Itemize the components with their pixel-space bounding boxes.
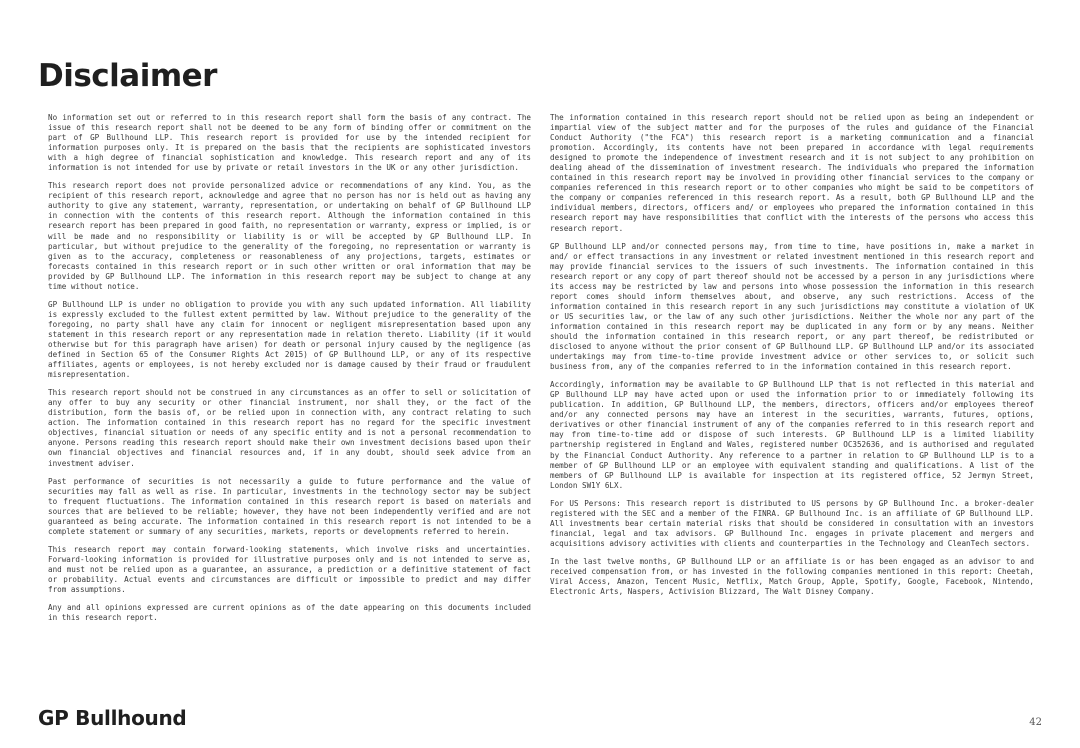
page-title: Disclaimer [38,58,217,94]
disclaimer-paragraph: In the last twelve months, GP Bullhound LLP or an affiliate is or has been engaged as an advisor to and received compensation from, or has invested in the following companies mentioned in this report: Cheetah, Viral Access, Amazon, Tencent Music, Netflix, Match Group, Apple, Spotify, Google, Facebook, Nintendo, Electronic Arts, Naspers, Activision Blizzard, The Walt Disney Company. [550,556,1034,597]
disclaimer-paragraph: This research report does not provide personalized advice or recommendations of any kind. You, as the recipient of this research report, acknowledge and agree that no person has nor is held out as having any authority to give any statement, warranty, representation, or undertaking on behalf of GP Bullhound LLP in connection with the contents of this research report. Although the information contained in this research report has been prepared in good faith, no representation or warranty, express or implied, is or will be made and no responsibility or liability is or will be accepted by GP Bullhound LLP. In particular, but without prejudice to the generality of the foregoing, no representation or warranty is given as to the accuracy, completeness or reasonableness of any projections, targets, estimates or forecasts contained in this research report or in such other written or oral information that may be provided by GP Bullhound LLP. The information in this research report may be subject to change at any time without notice. [48,181,531,291]
disclaimer-paragraph: This research report may contain forward-looking statements, which involve risks and uncertainties. Forward-looking information is provided for illustrative purposes only and is not intended to serve as, and must not be relied upon as a guarantee, an assurance, a prediction or a definitive statement of fact or probability. Actual events and circumstances are difficult or impossible to predict and may differ from assumptions. [48,544,531,595]
disclaimer-paragraph: For US Persons: This research report is distributed to US persons by GP Bullhound Inc. a broker-dealer registered with the SEC and a member of the FINRA. GP Bullhound Inc. is an affiliate of GP Bullhound LLP. All investments bear certain material risks that should be considered in consultation with an investors financial, legal and tax advisors. GP Bullhound Inc. engages in private placement and mergers and acquisitions advisory activities with clients and counterparties in the Technology and CleanTech sectors. [550,498,1034,548]
disclaimer-paragraph: GP Bullhound LLP is under no obligation to provide you with any such updated information. All liability is expressly excluded to the fullest extent permitted by law. Without prejudice to the generality of the foregoing, no party shall have any claim for innocent or negligent misrepresentation based upon any statement in this research report or any representation made in relation thereto. Liability (if it would otherwise but for this paragraph have arisen) for death or personal injury caused by the negligence (as defined in Section 65 of the Consumer Rights Act 2015) of GP Bullhound LLP, or any of its respective affiliates, agents or employees, is not hereby excluded nor is damage caused by their fraud or fraudulent misrepresentation. [48,299,531,380]
disclaimer-paragraph: The information contained in this research report should not be relied upon as being an independent or impartial view of the subject matter and for the purposes of the rules and guidance of the Financial Conduct Authority ("the FCA") this research report is a marketing communication and a financial promotion. Accordingly, its contents have not been prepared in accordance with legal requirements designed to promote the independence of investment research and it is not subject to any prohibition on dealing ahead of the dissemination of investment research. The individuals who prepared the information contained in this research report may be involved in providing other financial services to the company or companies referenced in this research report or to other companies who might be said to be competitors of the company or companies referenced in this research report. As a result, both GP Bullhound LLP and the individual members, directors, officers and/ or employees who prepared the information contained in this research report may have responsibilities that conflict with the interests of the persons who access this research report. [550,113,1034,233]
disclaimer-paragraph: Accordingly, information may be available to GP Bullhound LLP that is not reflected in this material and GP Bullhound LLP may have acted upon or used the information prior to or immediately following its publication. In addition, GP Bullhound LLP, the members, directors, officers and/or employees thereof and/or any connected persons may have an interest in the securities, warrants, futures, options, derivatives or other financial instrument of any of the companies referred to in this research report and may from time-to-time add or dispose of such interests. GP Bullhound LLP is a limited liability partnership registered in England and Wales, registered number OC352636, and is authorised and regulated by the Financial Conduct Authority. Any reference to a partner in relation to GP Bullhound LLP is to a member of GP Bullhound LLP or an employee with equivalent standing and qualifications. A list of the members of GP Bullhound LLP is available for inspection at its registered office, 52 Jermyn Street, London SW1Y 6LX. [550,380,1034,490]
disclaimer-right-column [550,113,1034,605]
disclaimer-paragraph: This research report should not be construed in any circumstances as an offer to sell or solicitation of any offer to buy any security or other financial instrument, nor shall they, or the fact of the distribution, form the basis of, or be relied upon in connection with, any contract relating to such action. The information contained in this research report has no regard for the specific investment objectives, financial situation or needs of any specific entity and is not a personal recommendation to anyone. Persons reading this research report should make their own investment decisions based upon their own financial objectives and financial resources and, if in any doubt, should seek advice from an investment adviser. [48,388,531,468]
disclaimer-paragraph: Past performance of securities is not necessarily a guide to future performance and the value of securities may fall as well as rise. In particular, investments in the technology sector may be subject to frequent fluctuations. The information contained in this research report is based on materials and sources that are believed to be reliable; however, they have not been independently verified and are not guaranteed as being accurate. The information contained in this research report is not intended to be a complete statement or summary of any securities, markets, reports or developments referred to herein. [48,476,531,536]
disclaimer-left-column [48,113,531,631]
gp-bullhound-logo: GP Bullhound [38,706,187,730]
disclaimer-paragraph: GP Bullhound LLP and/or connected persons may, from time to time, have positions in, make a market in and/ or effect transactions in any investment or related investment mentioned in this research report and may provide financial services to the issuers of such investments. The information contained in this research report or any copy of part thereof should not be accessed by a person in any jurisdictions where its access may be restricted by law and persons into whose possession the information in this research report comes should inform themselves about, and observe, any such restrictions. Access of the information contained in this research report in any such jurisdictions may constitute a violation of UK or US securities law, or the law of any such other jurisdictions. Neither the whole nor any part of the information contained in this research report may be duplicated in any form or by any means. Neither should the information contained in this research report, or any part thereof, be redistributed or disclosed to anyone without the prior consent of GP Bullhound LLP. GP Bullhound LLP and/or its associated undertakings may from time-to-time provide investment advice or other services to, or solicit such business from, any of the companies referred to in the information contained in this research report. [550,241,1034,372]
disclaimer-paragraph: Any and all opinions expressed are current opinions as of the date appearing on this documents included in this research report. [48,603,531,623]
disclaimer-paragraph: No information set out or referred to in this research report shall form the basis of any contract. The issue of this research report shall not be deemed to be any form of binding offer or commitment on the part of GP Bullhound LLP. This research report is provided for use by the intended recipient for information purposes only. It is prepared on the basis that the recipients are sophisticated investors with a high degree of financial sophistication and knowledge. This research report and any of its information is not intended for use by private or retail investors in the UK or any other jurisdiction. [48,113,531,173]
page-number: 42 [1029,717,1042,728]
